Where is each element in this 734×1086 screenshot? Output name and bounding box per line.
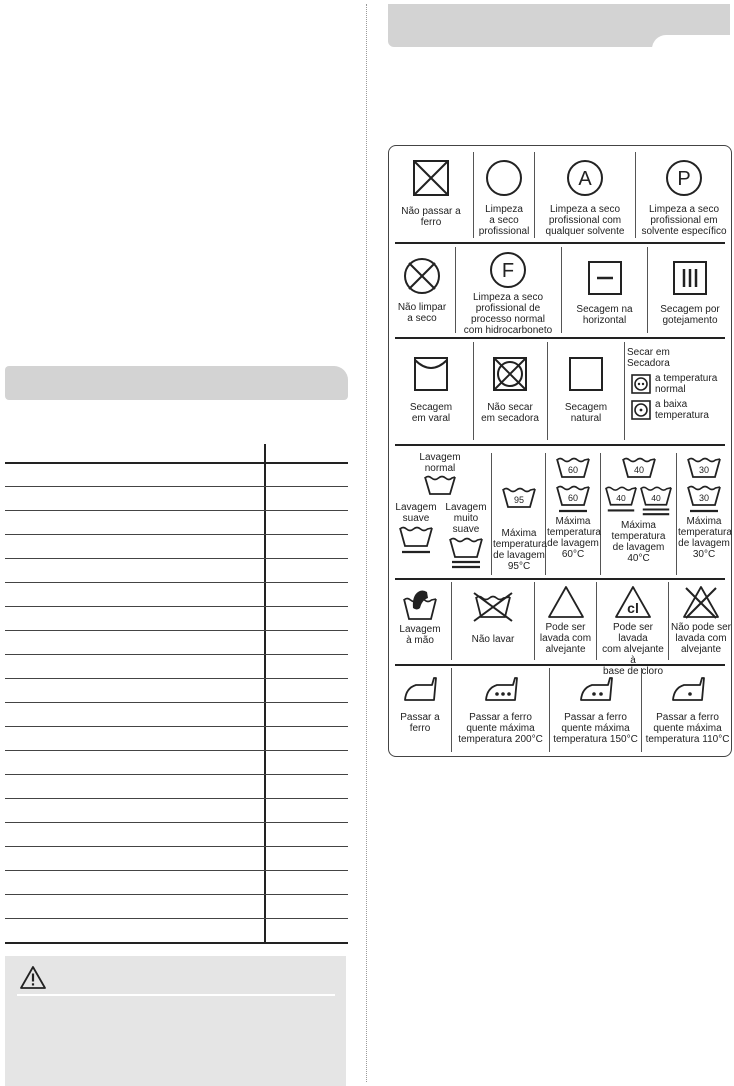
care-dry-clean xyxy=(475,158,533,237)
symbol-letter: P xyxy=(677,168,691,190)
wash-40-icon xyxy=(621,456,657,480)
svg-text:30: 30 xyxy=(698,493,710,503)
tumble-low-icon xyxy=(631,400,651,420)
care-label: Passar a ferro quente máxima temperatura 150°C xyxy=(553,712,638,745)
table-row xyxy=(5,582,348,583)
care-natural-dry xyxy=(549,354,623,424)
care-label: Secar em Secadora xyxy=(627,347,670,369)
circle-f-icon xyxy=(488,250,528,290)
table-row xyxy=(5,798,348,799)
circle-p-icon xyxy=(664,158,704,198)
table-row xyxy=(5,870,348,871)
section-header-bar xyxy=(5,366,348,400)
wash-60-gentle-icon xyxy=(555,484,591,514)
row-separator xyxy=(395,664,725,666)
table-row xyxy=(5,678,348,679)
care-gentle-wash xyxy=(391,502,441,556)
care-label: Lavagem muito suave xyxy=(445,502,487,535)
circle-icon xyxy=(484,158,524,198)
column-divider xyxy=(366,4,367,1082)
table-row xyxy=(5,750,348,751)
row-separator xyxy=(395,242,725,244)
care-iron200 xyxy=(453,674,548,745)
table-header-line xyxy=(5,462,348,464)
care-no-tumble xyxy=(475,354,545,424)
iron-icon xyxy=(402,674,438,704)
svg-text:60: 60 xyxy=(567,465,579,475)
care-flat-dry xyxy=(563,258,646,326)
care-dry-clean-hydrocarbon xyxy=(457,250,559,336)
care-label: Limpeza a seco profissional com qualquer solvente xyxy=(545,204,625,237)
care-label: Não limpar a seco xyxy=(397,302,447,324)
care-label: Não passar a ferro xyxy=(401,206,461,228)
table-row xyxy=(5,558,348,559)
care-label: Não lavar xyxy=(471,634,515,645)
circle-a-icon xyxy=(565,158,605,198)
table-bottom-line xyxy=(5,942,348,944)
care-label: Lavagem normal xyxy=(419,452,461,474)
table-row xyxy=(5,918,348,919)
chlorine-bleach-icon xyxy=(613,584,653,620)
table-row xyxy=(5,534,348,535)
wash-60-icon xyxy=(555,456,591,480)
iron-two-dots-icon xyxy=(578,674,614,704)
bleach-triangle-icon xyxy=(546,584,586,620)
wash-30-gentle-icon xyxy=(686,484,722,514)
warning-divider xyxy=(17,994,335,996)
table-row xyxy=(5,846,348,847)
gentle-wash-icon xyxy=(397,524,435,556)
care-max60 xyxy=(547,456,599,560)
care-drip-dry xyxy=(649,258,731,326)
care-no-iron xyxy=(391,158,471,228)
care-hand-wash xyxy=(391,586,449,646)
wash-30-icon xyxy=(686,456,722,480)
temp-label: 95 xyxy=(513,495,525,505)
crossed-circle-icon xyxy=(402,256,442,296)
care-chlorine-bleach xyxy=(598,584,668,677)
care-line-dry xyxy=(391,354,471,424)
care-label: Máxima temperatura de lavagem 30°C xyxy=(678,516,732,560)
care-label: Secagem natural xyxy=(564,402,608,424)
section-header-bar-right xyxy=(388,4,730,47)
iron-one-dot-icon xyxy=(670,674,706,704)
row-separator xyxy=(395,337,725,339)
care-max95 xyxy=(493,486,545,572)
specs-table xyxy=(5,444,348,943)
care-label: Máxima temperatura de lavagem 95°C xyxy=(493,528,547,572)
warning-icon xyxy=(19,965,47,990)
care-label: Secagem em varal xyxy=(409,402,453,424)
table-row xyxy=(5,630,348,631)
row-separator xyxy=(395,444,725,446)
care-normal-wash xyxy=(407,452,473,496)
care-label: Limpeza a seco profissional de processo normal com hidrocarboneto xyxy=(463,292,553,336)
care-label: a baixa temperatura xyxy=(655,399,709,421)
care-very-gentle-wash xyxy=(441,502,491,571)
care-iron110 xyxy=(643,674,732,745)
no-iron-icon xyxy=(411,158,451,198)
care-label: Não pode ser lavada com alvejante xyxy=(670,622,732,655)
symbol-letter: A xyxy=(578,168,592,190)
care-label: Pode ser lavada com alvejante xyxy=(539,622,592,655)
table-row xyxy=(5,894,348,895)
svg-text:cl: cl xyxy=(627,600,639,616)
drip-dry-icon xyxy=(670,258,710,298)
iron-three-dots-icon xyxy=(483,674,519,704)
care-dry-clean-specific xyxy=(637,158,731,237)
care-no-bleach xyxy=(670,584,732,655)
care-label: Máxima temperatura de lavagem 60°C xyxy=(547,516,601,560)
care-label: Secagem por gotejamento xyxy=(660,304,720,326)
table-row xyxy=(5,654,348,655)
warning-box xyxy=(5,956,346,1086)
natural-dry-icon xyxy=(566,354,606,394)
care-iron150 xyxy=(551,674,640,745)
flat-dry-icon xyxy=(585,258,625,298)
care-label: Secagem na horizontal xyxy=(576,304,633,326)
care-label: Pode ser lavada com alvejante à base de cloro xyxy=(602,622,664,677)
wash-95-icon xyxy=(501,486,537,510)
care-label: Lavagem à mão xyxy=(399,624,441,646)
table-column-divider xyxy=(264,444,266,943)
svg-text:30: 30 xyxy=(698,465,710,475)
svg-text:60: 60 xyxy=(567,493,579,503)
laundry-care-chart xyxy=(388,145,732,757)
svg-text:40: 40 xyxy=(616,493,626,503)
care-dry-clean-any xyxy=(536,158,634,237)
care-label: Limpeza a seco profissional em solvente específico xyxy=(641,204,727,237)
table-row xyxy=(5,486,348,487)
care-label: Passar a ferro xyxy=(400,712,440,734)
tumble-normal-icon xyxy=(631,374,651,394)
row-separator xyxy=(395,578,725,580)
svg-text:40: 40 xyxy=(651,493,661,503)
table-row xyxy=(5,510,348,511)
care-no-dry-clean xyxy=(391,256,453,324)
svg-text:40: 40 xyxy=(633,465,644,475)
table-row xyxy=(5,606,348,607)
wash-40-gentle-icon xyxy=(604,484,638,518)
care-label: a temperatura normal xyxy=(655,373,718,395)
care-max40 xyxy=(602,456,675,564)
care-no-wash xyxy=(453,590,533,645)
care-label: Máxima temperatura de lavagem 40°C xyxy=(611,520,666,564)
symbol-letter: F xyxy=(501,260,515,282)
line-dry-icon xyxy=(411,354,451,394)
care-label: Lavagem suave xyxy=(395,502,437,524)
care-label: Não secar em secadora xyxy=(481,402,539,424)
care-bleach xyxy=(536,584,595,655)
table-row xyxy=(5,774,348,775)
care-tumble-dry xyxy=(627,347,731,423)
hand-wash-icon xyxy=(400,586,440,622)
no-wash-icon xyxy=(470,590,516,624)
wash-40-very-gentle-icon xyxy=(639,484,673,518)
table-row xyxy=(5,726,348,727)
care-label: Limpeza a seco profissional xyxy=(478,204,530,237)
no-tumble-dry-icon xyxy=(490,354,530,394)
wash-tub-icon xyxy=(423,474,457,496)
table-row xyxy=(5,702,348,703)
very-gentle-wash-icon xyxy=(447,535,485,571)
table-row xyxy=(5,822,348,823)
no-bleach-icon xyxy=(681,584,721,620)
care-iron xyxy=(391,674,449,734)
care-max30 xyxy=(678,456,730,560)
care-label: Passar a ferro quente máxima temperatura 110°C xyxy=(645,712,730,745)
care-label: Passar a ferro quente máxima temperatura 200°C xyxy=(458,712,543,745)
